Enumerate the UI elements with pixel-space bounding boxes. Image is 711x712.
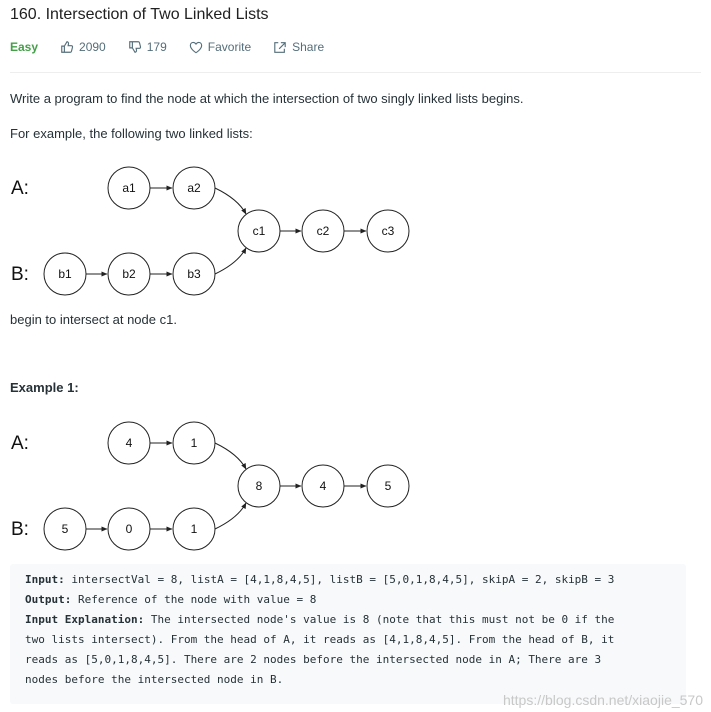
list-a-label: A: bbox=[11, 178, 29, 199]
node-b2-label: b2 bbox=[122, 267, 136, 281]
like-button[interactable] bbox=[60, 40, 106, 54]
example-list-b-label: B: bbox=[11, 519, 29, 540]
linked-list-diagram-example bbox=[0, 410, 440, 560]
example-node-b2-label: 0 bbox=[125, 522, 133, 536]
heart-icon bbox=[189, 41, 203, 54]
node-a2-label: a2 bbox=[187, 181, 201, 195]
output-text: Reference of the node with value = 8 bbox=[71, 593, 317, 606]
linked-list-diagram-general bbox=[0, 155, 440, 305]
thumbs-down-icon bbox=[128, 40, 142, 54]
example-node-c1-label: 8 bbox=[255, 479, 263, 493]
favorite-label: Favorite bbox=[207, 40, 252, 54]
node-a1-label: a1 bbox=[122, 181, 136, 195]
problem-description: Write a program to find the node at which the intersection of two singly linked lists begins. bbox=[10, 91, 524, 106]
problem-meta-bar bbox=[10, 40, 346, 54]
example-node-c2-label: 4 bbox=[319, 479, 327, 493]
explanation-text: The intersected node's value is 8 (note that this must not be 0 if the bbox=[144, 613, 615, 626]
example-edge-a2-c1 bbox=[215, 443, 246, 469]
node-c1-label: c1 bbox=[252, 224, 266, 238]
edge-a2-c1 bbox=[215, 188, 246, 214]
example-node-b3-label: 1 bbox=[190, 522, 198, 536]
output-label: Output: bbox=[25, 593, 72, 606]
node-b1-label: b1 bbox=[58, 267, 72, 281]
like-count: 2090 bbox=[79, 40, 106, 54]
explanation-label: Input Explanation: bbox=[25, 613, 145, 626]
example-io-block bbox=[10, 564, 686, 704]
explanation-line: reads as [5,0,1,8,4,5]. There are 2 nodes before the intersected node in A; There are 3 bbox=[25, 653, 602, 666]
favorite-button[interactable] bbox=[189, 40, 251, 54]
watermark: https://blog.csdn.net/xiaojie_570 bbox=[502, 692, 703, 708]
dislike-button[interactable] bbox=[128, 40, 167, 54]
input-text: intersectVal = 8, listA = [4,1,8,4,5], listB = [5,0,1,8,4,5], skipA = 2, skipB = 3 bbox=[64, 573, 615, 586]
example-node-b1-label: 5 bbox=[61, 522, 69, 536]
example-node-a1-label: 4 bbox=[125, 436, 133, 450]
problem-title: 160. Intersection of Two Linked Lists bbox=[10, 6, 269, 23]
example-intro: For example, the following two linked lists: bbox=[10, 126, 253, 141]
intersect-conclusion: begin to intersect at node c1. bbox=[10, 312, 177, 327]
share-label: Share bbox=[292, 40, 325, 54]
edge-b3-c1 bbox=[215, 248, 246, 274]
node-b3-label: b3 bbox=[187, 267, 201, 281]
share-button[interactable] bbox=[273, 40, 324, 54]
example-list-a-label: A: bbox=[11, 433, 29, 454]
difficulty-badge: Easy bbox=[10, 40, 39, 54]
output-line bbox=[25, 590, 686, 610]
input-label: Input: bbox=[25, 573, 65, 586]
explanation-line: two lists intersect). From the head of A, it reads as [4,1,8,4,5]. From the head of B, it bbox=[25, 633, 615, 646]
explanation-line bbox=[25, 610, 686, 630]
list-b-label: B: bbox=[11, 264, 29, 285]
node-c2-label: c2 bbox=[316, 224, 330, 238]
example-edge-b3-c1 bbox=[215, 503, 246, 529]
example-title: Example 1: bbox=[10, 380, 79, 395]
input-line bbox=[25, 570, 686, 590]
dislike-count: 179 bbox=[146, 40, 167, 54]
share-icon bbox=[273, 41, 287, 54]
example-node-a2-label: 1 bbox=[190, 436, 198, 450]
explanation-line: nodes before the intersected node in B. bbox=[25, 673, 284, 686]
node-c3-label: c3 bbox=[381, 224, 395, 238]
divider bbox=[10, 72, 701, 73]
example-node-c3-label: 5 bbox=[384, 479, 392, 493]
thumbs-up-icon bbox=[60, 40, 74, 54]
